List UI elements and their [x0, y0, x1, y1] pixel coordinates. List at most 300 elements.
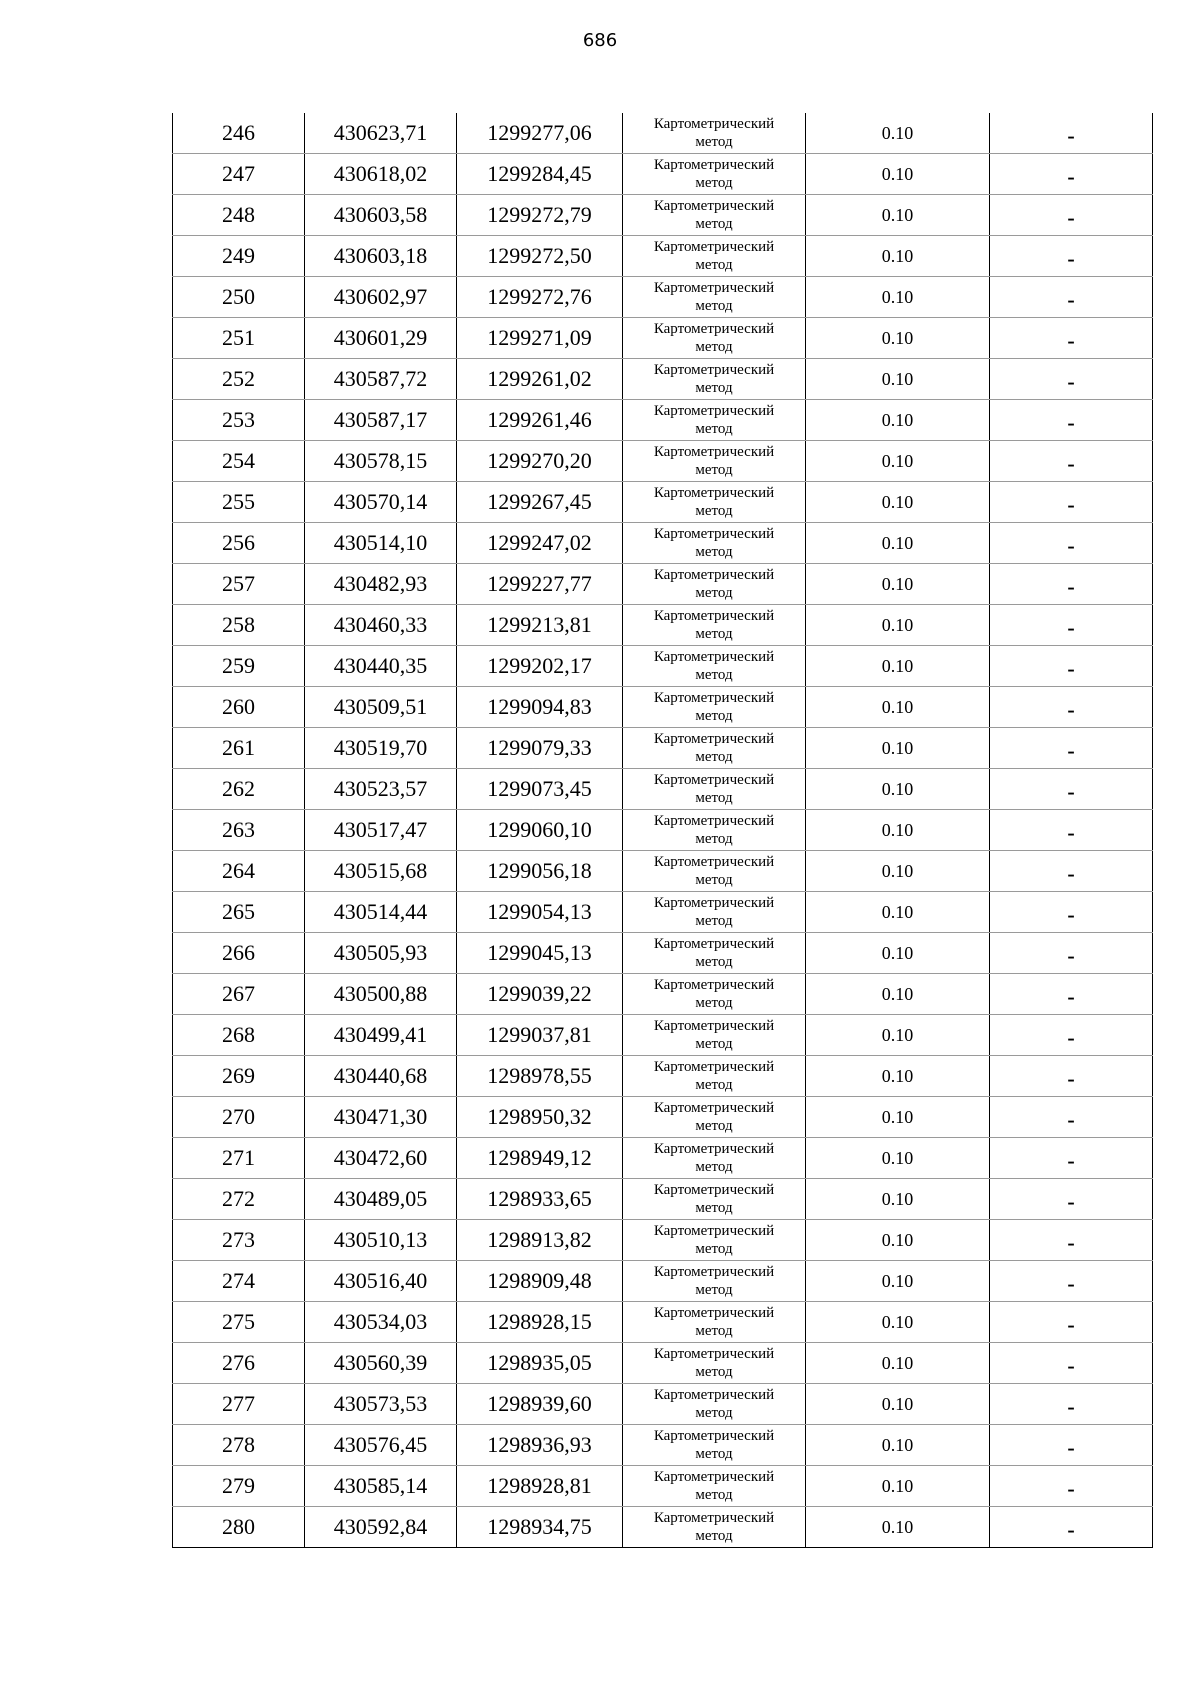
coordinate-y: 1299261,46: [457, 400, 623, 441]
accuracy-value: 0.10: [806, 1466, 990, 1507]
method-line-1: Картометрический: [653, 1469, 775, 1485]
table-row: [173, 359, 1153, 400]
accuracy-value: 0.10: [806, 277, 990, 318]
method-line-1: Картометрический: [653, 485, 775, 501]
method-cell: [623, 523, 806, 564]
method-line-1: Картометрический: [653, 1346, 775, 1362]
note-value: -: [1067, 738, 1075, 763]
method-line-2: метод: [695, 995, 733, 1011]
point-number: 278: [173, 1425, 305, 1466]
note-cell: [990, 359, 1153, 400]
method-line-1: Картометрический: [653, 936, 775, 952]
method-cell: [623, 1097, 806, 1138]
table-row: [173, 277, 1153, 318]
note-value: -: [1067, 1476, 1075, 1501]
accuracy-value: 0.10: [806, 482, 990, 523]
method-line-2: метод: [695, 585, 733, 601]
coordinate-x: 430514,10: [305, 523, 457, 564]
accuracy-value: 0.10: [806, 523, 990, 564]
method-cell: [623, 482, 806, 523]
point-number: 256: [173, 523, 305, 564]
point-number: 248: [173, 195, 305, 236]
table-row: [173, 1015, 1153, 1056]
method-cell: [623, 1302, 806, 1343]
coordinate-x: 430515,68: [305, 851, 457, 892]
coordinate-y: 1298950,32: [457, 1097, 623, 1138]
accuracy-value: 0.10: [806, 1425, 990, 1466]
note-value: -: [1067, 1025, 1075, 1050]
method-cell: [623, 1179, 806, 1220]
method-line-2: метод: [695, 257, 733, 273]
coordinate-x: 430472,60: [305, 1138, 457, 1179]
method-line-1: Картометрический: [653, 321, 775, 337]
point-number: 261: [173, 728, 305, 769]
coordinate-y: 1299037,81: [457, 1015, 623, 1056]
coordinate-x: 430618,02: [305, 154, 457, 195]
method-line-1: Картометрический: [653, 649, 775, 665]
note-value: -: [1067, 164, 1075, 189]
method-line-1: Картометрический: [653, 239, 775, 255]
coordinate-y: 1299261,02: [457, 359, 623, 400]
coordinate-y: 1299060,10: [457, 810, 623, 851]
accuracy-value: 0.10: [806, 113, 990, 154]
coordinate-x: 430602,97: [305, 277, 457, 318]
table-row: [173, 646, 1153, 687]
note-cell: [990, 1056, 1153, 1097]
method-line-1: Картометрический: [653, 116, 775, 132]
note-value: -: [1067, 1394, 1075, 1419]
method-line-2: метод: [695, 1036, 733, 1052]
table-row: [173, 810, 1153, 851]
coordinate-y: 1299272,79: [457, 195, 623, 236]
note-value: -: [1067, 287, 1075, 312]
method-line-2: метод: [695, 1323, 733, 1339]
note-value: -: [1067, 820, 1075, 845]
table-row: [173, 1179, 1153, 1220]
point-number: 266: [173, 933, 305, 974]
method-line-1: Картометрический: [653, 1182, 775, 1198]
table-row: [173, 851, 1153, 892]
table-row: [173, 728, 1153, 769]
note-cell: [990, 810, 1153, 851]
accuracy-value: 0.10: [806, 974, 990, 1015]
method-line-1: Картометрический: [653, 526, 775, 542]
method-cell: [623, 810, 806, 851]
coordinate-x: 430517,47: [305, 810, 457, 851]
table-row: [173, 1425, 1153, 1466]
point-number: 272: [173, 1179, 305, 1220]
accuracy-value: 0.10: [806, 810, 990, 851]
point-number: 274: [173, 1261, 305, 1302]
point-number: 277: [173, 1384, 305, 1425]
method-line-2: метод: [695, 175, 733, 191]
coordinate-y: 1299272,50: [457, 236, 623, 277]
accuracy-value: 0.10: [806, 1384, 990, 1425]
table-row: [173, 1507, 1153, 1548]
accuracy-value: 0.10: [806, 1343, 990, 1384]
point-number: 270: [173, 1097, 305, 1138]
note-cell: [990, 113, 1153, 154]
method-line-2: метод: [695, 1364, 733, 1380]
method-cell: [623, 236, 806, 277]
method-line-1: Картометрический: [653, 854, 775, 870]
note-value: -: [1067, 123, 1075, 148]
method-line-2: метод: [695, 1446, 733, 1462]
point-number: 259: [173, 646, 305, 687]
note-value: -: [1067, 861, 1075, 886]
accuracy-value: 0.10: [806, 1220, 990, 1261]
note-cell: [990, 974, 1153, 1015]
coordinate-x: 430601,29: [305, 318, 457, 359]
method-line-1: Картометрический: [653, 1059, 775, 1075]
coordinate-x: 430440,35: [305, 646, 457, 687]
method-cell: [623, 441, 806, 482]
table-row: [173, 1466, 1153, 1507]
coordinate-y: 1299272,76: [457, 277, 623, 318]
note-cell: [990, 1097, 1153, 1138]
note-value: -: [1067, 1107, 1075, 1132]
coordinate-y: 1299277,06: [457, 113, 623, 154]
note-cell: [990, 523, 1153, 564]
method-line-2: метод: [695, 462, 733, 478]
method-line-1: Картометрический: [653, 813, 775, 829]
point-number: 273: [173, 1220, 305, 1261]
method-cell: [623, 1425, 806, 1466]
note-cell: [990, 1343, 1153, 1384]
coordinate-x: 430489,05: [305, 1179, 457, 1220]
coordinate-x: 430592,84: [305, 1507, 457, 1548]
method-line-2: метод: [695, 134, 733, 150]
table-row: [173, 769, 1153, 810]
point-number: 268: [173, 1015, 305, 1056]
method-line-2: метод: [695, 1241, 733, 1257]
accuracy-value: 0.10: [806, 1261, 990, 1302]
table-row: [173, 933, 1153, 974]
method-cell: [623, 1138, 806, 1179]
note-value: -: [1067, 902, 1075, 927]
method-line-2: метод: [695, 1159, 733, 1175]
method-cell: [623, 892, 806, 933]
accuracy-value: 0.10: [806, 564, 990, 605]
coordinate-y: 1299094,83: [457, 687, 623, 728]
coordinate-x: 430570,14: [305, 482, 457, 523]
table-row: [173, 892, 1153, 933]
point-number: 253: [173, 400, 305, 441]
accuracy-value: 0.10: [806, 1056, 990, 1097]
point-number: 265: [173, 892, 305, 933]
method-line-2: метод: [695, 1405, 733, 1421]
method-line-2: метод: [695, 1077, 733, 1093]
coordinates-table-body: [173, 113, 1153, 1548]
method-line-2: метод: [695, 708, 733, 724]
coordinate-y: 1299056,18: [457, 851, 623, 892]
coordinate-y: 1299270,20: [457, 441, 623, 482]
coordinate-x: 430587,17: [305, 400, 457, 441]
accuracy-value: 0.10: [806, 1097, 990, 1138]
note-cell: [990, 195, 1153, 236]
note-cell: [990, 236, 1153, 277]
coordinate-x: 430505,93: [305, 933, 457, 974]
note-cell: [990, 1015, 1153, 1056]
table-row: [173, 195, 1153, 236]
accuracy-value: 0.10: [806, 1138, 990, 1179]
method-line-1: Картометрический: [653, 362, 775, 378]
coordinate-y: 1298934,75: [457, 1507, 623, 1548]
table-row: [173, 1220, 1153, 1261]
accuracy-value: 0.10: [806, 400, 990, 441]
coordinate-y: 1299073,45: [457, 769, 623, 810]
method-cell: [623, 605, 806, 646]
method-line-1: Картометрический: [653, 977, 775, 993]
method-line-2: метод: [695, 544, 733, 560]
method-line-1: Картометрический: [653, 608, 775, 624]
note-cell: [990, 1261, 1153, 1302]
method-cell: [623, 728, 806, 769]
note-cell: [990, 1425, 1153, 1466]
method-line-2: метод: [695, 954, 733, 970]
coordinate-y: 1298933,65: [457, 1179, 623, 1220]
method-line-1: Картометрический: [653, 1264, 775, 1280]
point-number: 254: [173, 441, 305, 482]
table-row: [173, 523, 1153, 564]
method-line-1: Картометрический: [653, 280, 775, 296]
note-cell: [990, 1138, 1153, 1179]
note-value: -: [1067, 410, 1075, 435]
method-line-2: метод: [695, 298, 733, 314]
method-cell: [623, 1056, 806, 1097]
accuracy-value: 0.10: [806, 728, 990, 769]
method-cell: [623, 933, 806, 974]
coordinate-y: 1298913,82: [457, 1220, 623, 1261]
method-line-1: Картометрический: [653, 1428, 775, 1444]
coordinate-x: 430573,53: [305, 1384, 457, 1425]
note-cell: [990, 482, 1153, 523]
coordinate-y: 1298909,48: [457, 1261, 623, 1302]
point-number: 250: [173, 277, 305, 318]
table-row: [173, 318, 1153, 359]
accuracy-value: 0.10: [806, 1015, 990, 1056]
method-cell: [623, 154, 806, 195]
accuracy-value: 0.10: [806, 892, 990, 933]
note-cell: [990, 1220, 1153, 1261]
point-number: 267: [173, 974, 305, 1015]
note-value: -: [1067, 1353, 1075, 1378]
note-cell: [990, 687, 1153, 728]
method-cell: [623, 851, 806, 892]
coordinate-x: 430499,41: [305, 1015, 457, 1056]
note-cell: [990, 851, 1153, 892]
method-line-2: метод: [695, 1528, 733, 1544]
method-line-1: Картометрический: [653, 403, 775, 419]
accuracy-value: 0.10: [806, 933, 990, 974]
note-value: -: [1067, 1271, 1075, 1296]
note-cell: [990, 1384, 1153, 1425]
coordinate-x: 430482,93: [305, 564, 457, 605]
point-number: 252: [173, 359, 305, 400]
method-cell: [623, 769, 806, 810]
note-cell: [990, 605, 1153, 646]
note-value: -: [1067, 533, 1075, 558]
table-row: [173, 687, 1153, 728]
note-cell: [990, 1507, 1153, 1548]
note-value: -: [1067, 1066, 1075, 1091]
accuracy-value: 0.10: [806, 687, 990, 728]
method-line-1: Картометрический: [653, 1018, 775, 1034]
method-cell: [623, 1466, 806, 1507]
point-number: 269: [173, 1056, 305, 1097]
coordinate-y: 1299271,09: [457, 318, 623, 359]
table-row: [173, 1343, 1153, 1384]
method-line-1: Картометрический: [653, 895, 775, 911]
coordinate-x: 430578,15: [305, 441, 457, 482]
method-line-2: метод: [695, 831, 733, 847]
point-number: 279: [173, 1466, 305, 1507]
table-row: [173, 605, 1153, 646]
note-value: -: [1067, 1517, 1075, 1542]
coordinate-y: 1298939,60: [457, 1384, 623, 1425]
method-line-2: метод: [695, 790, 733, 806]
note-value: -: [1067, 1189, 1075, 1214]
note-value: -: [1067, 574, 1075, 599]
method-line-1: Картометрический: [653, 1100, 775, 1116]
accuracy-value: 0.10: [806, 236, 990, 277]
point-number: 262: [173, 769, 305, 810]
method-cell: [623, 400, 806, 441]
method-line-2: метод: [695, 667, 733, 683]
coordinate-x: 430519,70: [305, 728, 457, 769]
note-cell: [990, 769, 1153, 810]
coordinate-x: 430603,18: [305, 236, 457, 277]
method-line-1: Картометрический: [653, 1510, 775, 1526]
note-value: -: [1067, 1312, 1075, 1337]
method-cell: [623, 195, 806, 236]
accuracy-value: 0.10: [806, 441, 990, 482]
table-row: [173, 113, 1153, 154]
coordinates-table: [172, 113, 1153, 1548]
method-line-2: метод: [695, 339, 733, 355]
point-number: 257: [173, 564, 305, 605]
coordinate-y: 1298928,15: [457, 1302, 623, 1343]
method-cell: [623, 1507, 806, 1548]
accuracy-value: 0.10: [806, 195, 990, 236]
method-cell: [623, 687, 806, 728]
method-cell: [623, 1261, 806, 1302]
page-number: 686: [582, 30, 618, 51]
point-number: 260: [173, 687, 305, 728]
coordinate-x: 430471,30: [305, 1097, 457, 1138]
method-line-1: Картометрический: [653, 198, 775, 214]
note-cell: [990, 1302, 1153, 1343]
method-line-2: метод: [695, 1118, 733, 1134]
note-value: -: [1067, 943, 1075, 968]
point-number: 247: [173, 154, 305, 195]
accuracy-value: 0.10: [806, 769, 990, 810]
method-cell: [623, 318, 806, 359]
table-row: [173, 1056, 1153, 1097]
note-cell: [990, 318, 1153, 359]
table-row: [173, 974, 1153, 1015]
accuracy-value: 0.10: [806, 154, 990, 195]
note-cell: [990, 564, 1153, 605]
method-cell: [623, 113, 806, 154]
point-number: 264: [173, 851, 305, 892]
coordinate-x: 430576,45: [305, 1425, 457, 1466]
method-line-2: метод: [695, 1282, 733, 1298]
accuracy-value: 0.10: [806, 318, 990, 359]
coordinate-y: 1299284,45: [457, 154, 623, 195]
table-row: [173, 236, 1153, 277]
point-number: 280: [173, 1507, 305, 1548]
note-cell: [990, 154, 1153, 195]
coordinate-x: 430514,44: [305, 892, 457, 933]
point-number: 276: [173, 1343, 305, 1384]
note-cell: [990, 1179, 1153, 1220]
point-number: 255: [173, 482, 305, 523]
method-line-2: метод: [695, 1200, 733, 1216]
method-line-1: Картометрический: [653, 1305, 775, 1321]
method-line-1: Картометрический: [653, 1387, 775, 1403]
note-value: -: [1067, 492, 1075, 517]
method-line-2: метод: [695, 626, 733, 642]
coordinate-x: 430534,03: [305, 1302, 457, 1343]
method-line-2: метод: [695, 216, 733, 232]
method-cell: [623, 646, 806, 687]
accuracy-value: 0.10: [806, 1302, 990, 1343]
method-line-2: метод: [695, 1487, 733, 1503]
accuracy-value: 0.10: [806, 1179, 990, 1220]
point-number: 251: [173, 318, 305, 359]
coordinate-x: 430587,72: [305, 359, 457, 400]
note-cell: [990, 1466, 1153, 1507]
note-value: -: [1067, 656, 1075, 681]
method-cell: [623, 974, 806, 1015]
table-row: [173, 1302, 1153, 1343]
table-row: [173, 1261, 1153, 1302]
note-cell: [990, 892, 1153, 933]
accuracy-value: 0.10: [806, 646, 990, 687]
note-value: -: [1067, 1435, 1075, 1460]
method-cell: [623, 1015, 806, 1056]
method-line-2: метод: [695, 380, 733, 396]
coordinate-y: 1298949,12: [457, 1138, 623, 1179]
note-value: -: [1067, 205, 1075, 230]
point-number: 271: [173, 1138, 305, 1179]
accuracy-value: 0.10: [806, 851, 990, 892]
method-line-1: Картометрический: [653, 567, 775, 583]
coordinate-y: 1298978,55: [457, 1056, 623, 1097]
method-line-2: метод: [695, 872, 733, 888]
method-line-2: метод: [695, 749, 733, 765]
coordinate-y: 1299079,33: [457, 728, 623, 769]
note-value: -: [1067, 451, 1075, 476]
note-value: -: [1067, 246, 1075, 271]
note-value: -: [1067, 328, 1075, 353]
coordinate-x: 430500,88: [305, 974, 457, 1015]
table-row: [173, 400, 1153, 441]
method-line-2: метод: [695, 913, 733, 929]
coordinate-y: 1298936,93: [457, 1425, 623, 1466]
coordinate-x: 430623,71: [305, 113, 457, 154]
method-cell: [623, 1343, 806, 1384]
table-row: [173, 482, 1153, 523]
method-cell: [623, 359, 806, 400]
method-line-2: метод: [695, 503, 733, 519]
note-cell: [990, 728, 1153, 769]
note-cell: [990, 400, 1153, 441]
point-number: 275: [173, 1302, 305, 1343]
table-row: [173, 1097, 1153, 1138]
coordinate-x: 430510,13: [305, 1220, 457, 1261]
